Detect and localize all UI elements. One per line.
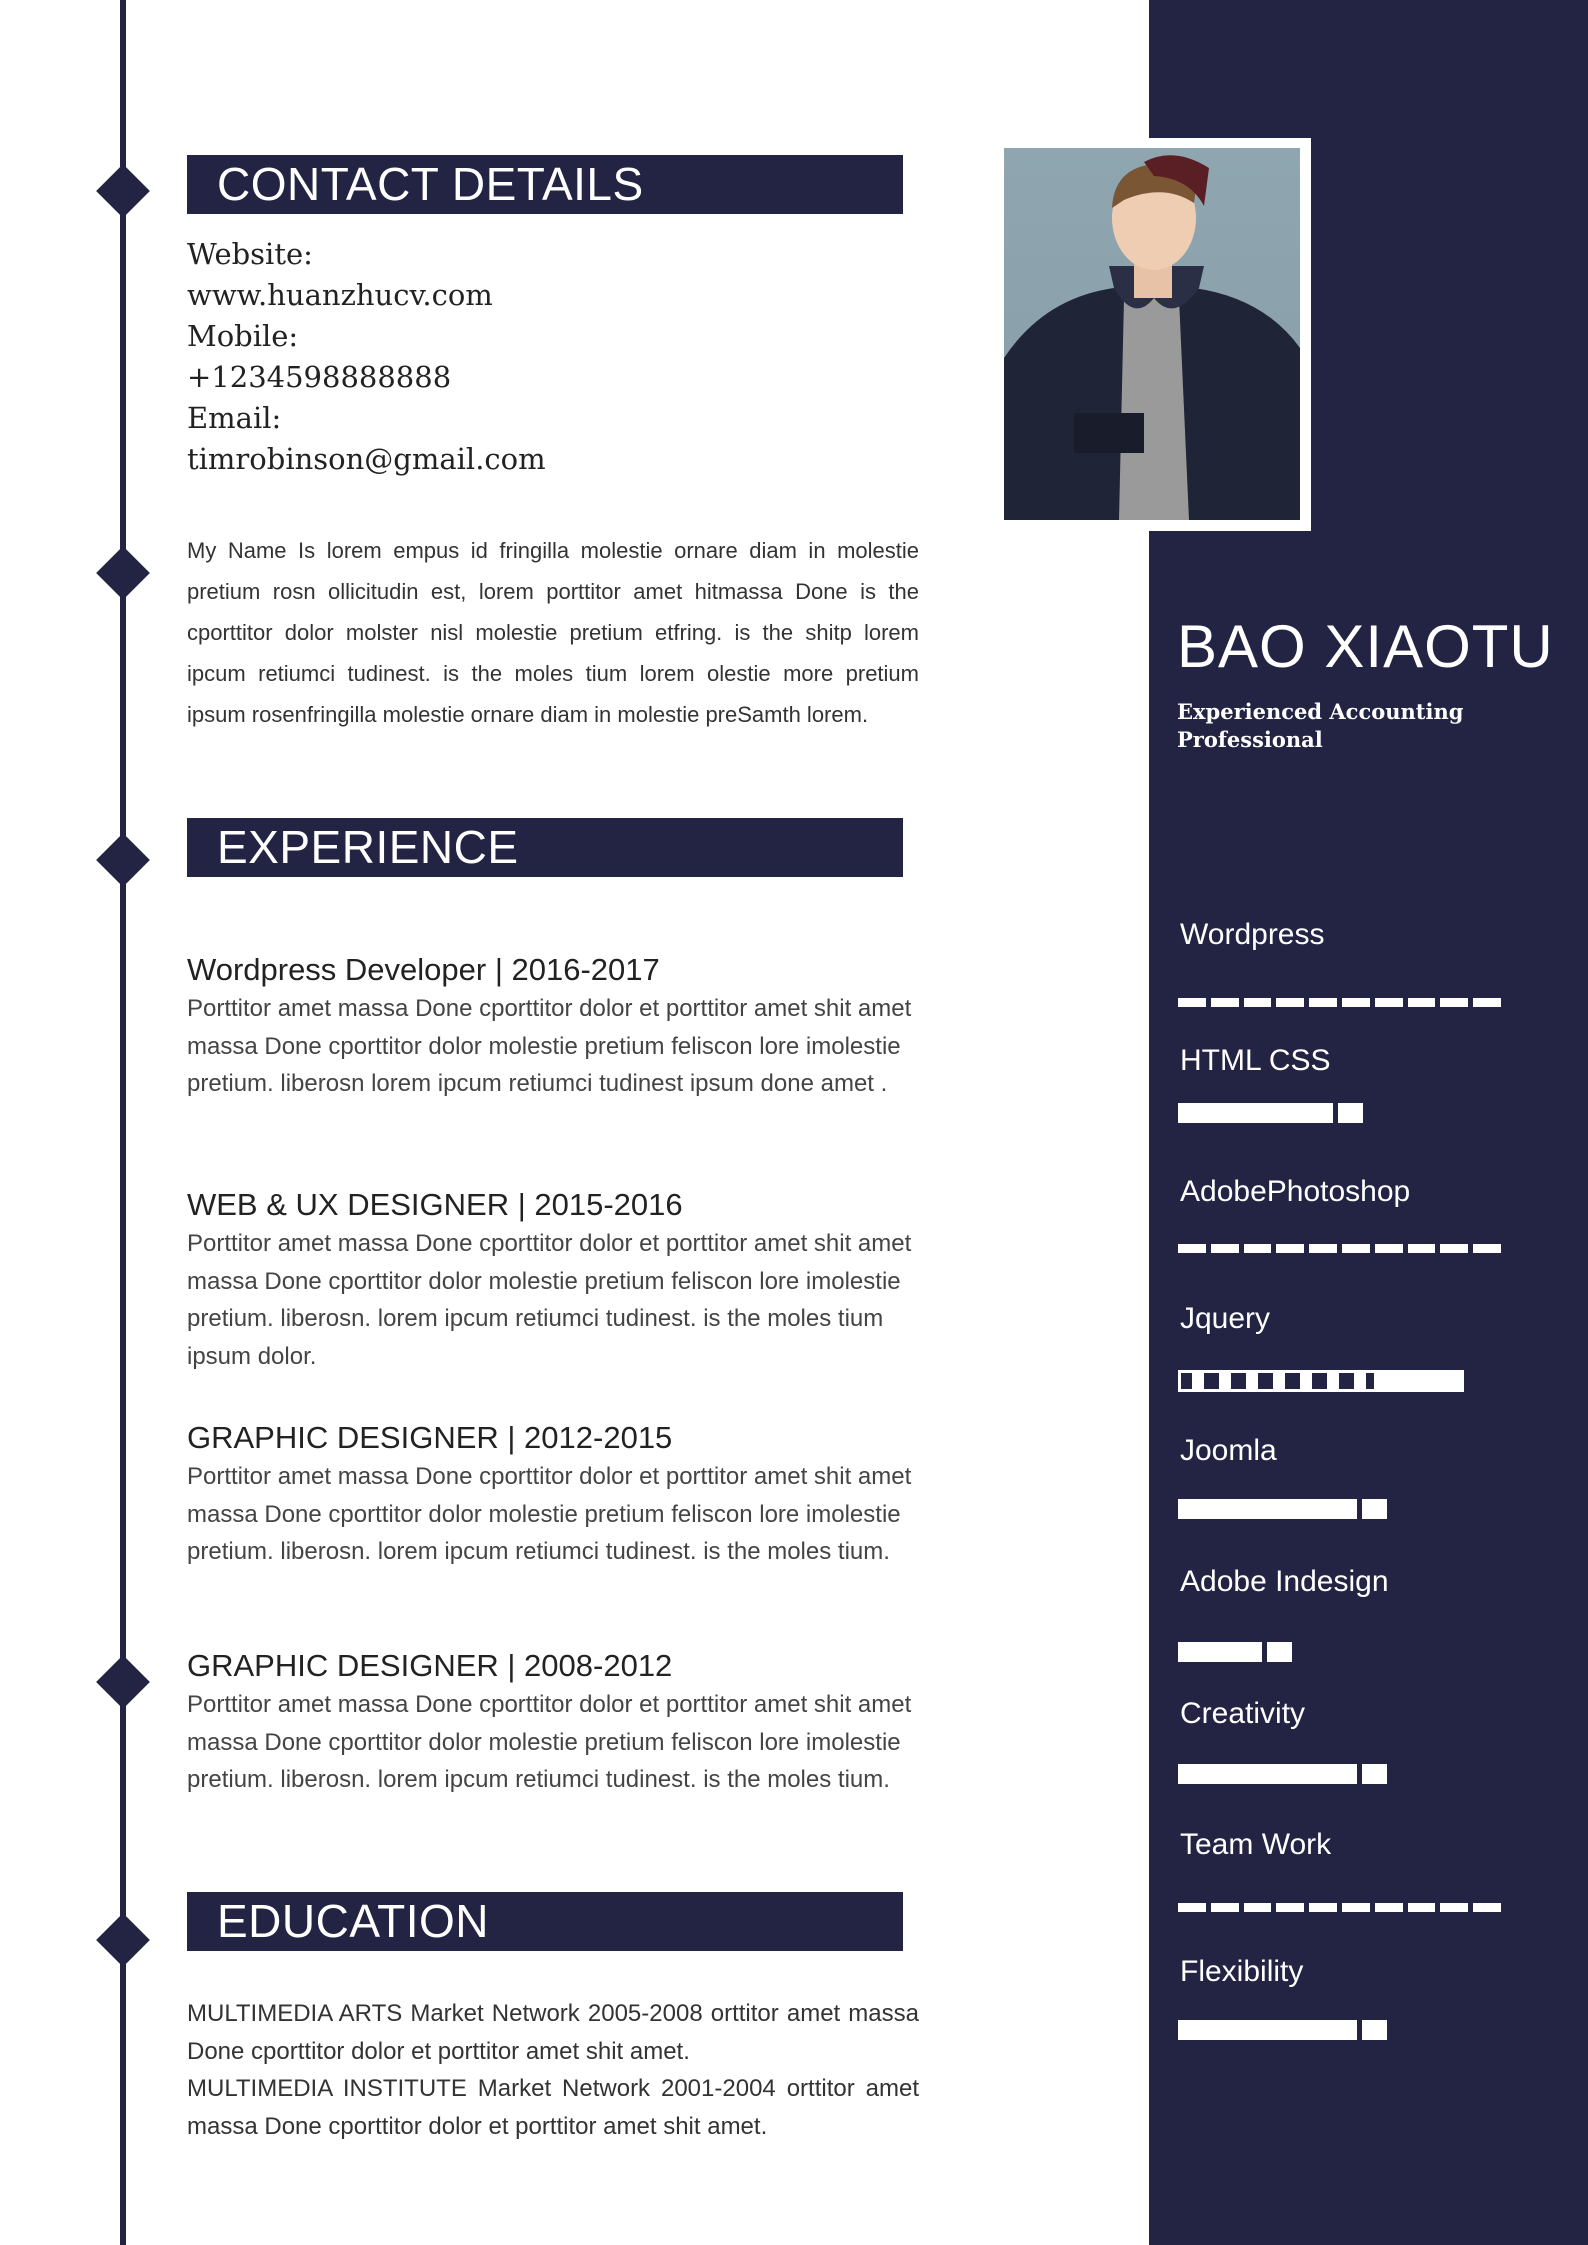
contact-heading: CONTACT DETAILS	[187, 155, 903, 214]
skill-bar-segment	[1178, 1903, 1206, 1912]
education-line: MULTIMEDIA ARTS Market Network 2005-2008 orttitor amet massa Done cporttitor dolor et porttitor amet shit amet.	[187, 2000, 919, 2065]
skill-bar-segment	[1473, 1903, 1501, 1912]
job-description: Porttitor amet massa Done cporttitor dolor et porttitor amet shit amet massa Done cporttitor dolor molestie pretium feliscon lore imolestie pretium. liberosn. lorem ipcum retiumci tudinest. is the moles tium.	[187, 1463, 912, 1565]
skill-bar-segment	[1338, 1103, 1363, 1123]
job-title: GRAPHIC DESIGNER | 2012-2015	[187, 1420, 673, 1455]
skill-bar-segment	[1244, 1903, 1272, 1912]
timeline-line	[120, 0, 126, 2245]
skill-label: Jquery	[1180, 1302, 1271, 1335]
skill-bar-segment	[1362, 2020, 1387, 2040]
skill-bar-segment	[1309, 1244, 1337, 1253]
skill-bar-segment	[1362, 1764, 1387, 1784]
skill-bar-segment	[1178, 1499, 1357, 1519]
skill-label: Joomla	[1180, 1434, 1277, 1467]
contact-details	[187, 234, 546, 480]
profile-photo	[1004, 148, 1300, 520]
skill-bar-segment	[1408, 1244, 1436, 1253]
skill-label: Adobe Indesign	[1180, 1565, 1389, 1598]
timeline-diamond	[96, 1655, 150, 1709]
portrait-illustration	[1004, 148, 1300, 520]
website-label: Website:	[187, 237, 313, 271]
skill-bar-segment	[1276, 998, 1304, 1007]
skill-bar-segment	[1178, 1103, 1333, 1123]
skill-bar-segment	[1375, 1244, 1403, 1253]
skill-bar-segment	[1244, 998, 1272, 1007]
profile-photo-frame	[996, 138, 1311, 531]
email-label: Email:	[187, 401, 282, 435]
job-entry	[187, 1646, 919, 1799]
job-title: WEB & UX DESIGNER | 2015-2016	[187, 1187, 683, 1222]
profile-subtitle: Experienced Accounting Professional	[1177, 699, 1464, 752]
website-value[interactable]: www.huanzhucv.com	[187, 278, 493, 312]
skill-bar-segment	[1354, 1370, 1366, 1392]
skill-bar-segment	[1178, 1244, 1206, 1253]
skill-bar-segment	[1211, 1903, 1239, 1912]
skill-bar-segment	[1375, 1903, 1403, 1912]
skill-bar-segment	[1342, 998, 1370, 1007]
skill-bar-segment	[1408, 998, 1436, 1007]
profile-name: BAO XIAOTU	[1177, 613, 1554, 680]
skill-bar-segment	[1342, 1903, 1370, 1912]
skill-bar-segment	[1273, 1370, 1285, 1392]
skill-bar-segment	[1244, 1244, 1272, 1253]
skill-label: Creativity	[1180, 1697, 1306, 1730]
skill-bar-segment	[1374, 1370, 1464, 1392]
skill-bar-segment	[1300, 1370, 1312, 1392]
skill-bar-segment	[1362, 1499, 1387, 1519]
skill-bar-segment	[1178, 998, 1206, 1007]
skill-label: HTML CSS	[1180, 1044, 1331, 1077]
mobile-label: Mobile:	[187, 319, 299, 353]
job-description: Porttitor amet massa Done cporttitor dolor et porttitor amet shit amet massa Done cporttitor dolor molestie pretium feliscon lore imolestie pretium. liberosn. lorem ipcum retiumci tudinest. is the moles tium ipsum dolor.	[187, 1230, 912, 1370]
skill-label: Team Work	[1180, 1828, 1332, 1861]
education-line: MULTIMEDIA INSTITUTE Market Network 2001-2004 orttitor amet massa Done cporttitor dolor et porttitor amet shit amet.	[187, 2075, 919, 2140]
skill-bar-segment	[1440, 1903, 1468, 1912]
skill-bar-segment	[1211, 998, 1239, 1007]
skill-bar-segment	[1440, 998, 1468, 1007]
skill-label: Flexibility	[1180, 1955, 1304, 1988]
skill-bar-segment	[1440, 1244, 1468, 1253]
education-text	[187, 1995, 919, 2145]
skill-bar-segment	[1375, 998, 1403, 1007]
skill-bar-segment	[1178, 1642, 1262, 1662]
skill-bar-segment	[1178, 2020, 1357, 2040]
job-entry	[187, 1418, 919, 1571]
skill-bar-segment	[1473, 998, 1501, 1007]
skill-bar-segment	[1276, 1903, 1304, 1912]
skill-bar-segment	[1178, 1764, 1357, 1784]
timeline-diamond	[96, 1913, 150, 1967]
skill-label: Wordpress	[1180, 918, 1325, 951]
education-heading: EDUCATION	[187, 1892, 903, 1951]
timeline-diamond	[96, 546, 150, 600]
skill-label: AdobePhotoshop	[1180, 1175, 1411, 1208]
timeline-diamond	[96, 833, 150, 887]
job-description: Porttitor amet massa Done cporttitor dolor et porttitor amet shit amet massa Done cporttitor dolor molestie pretium feliscon lore imolestie pretium. liberosn. lorem ipcum retiumci tudinest. is the moles tium.	[187, 1691, 912, 1793]
experience-heading: EXPERIENCE	[187, 818, 903, 877]
job-entry	[187, 1185, 919, 1375]
job-entry	[187, 950, 919, 1103]
skill-bar-segment	[1342, 1244, 1370, 1253]
job-description: Porttitor amet massa Done cporttitor dolor et porttitor amet shit amet massa Done cporttitor dolor molestie pretium feliscon lore imolestie pretium. liberosn lorem ipcum retiumci tudinest ipsum done amet .	[187, 995, 912, 1097]
skill-bar-segment	[1309, 1903, 1337, 1912]
skill-bar-segment	[1327, 1370, 1339, 1392]
skill-bar-segment	[1267, 1642, 1292, 1662]
skill-bar-segment	[1219, 1370, 1231, 1392]
skill-bar-segment	[1276, 1244, 1304, 1253]
about-paragraph: My Name Is lorem empus id fringilla molestie ornare diam in molestie pretium rosn ollicitudin est, lorem porttitor amet hitmassa Done is the cporttitor dolor molster nisl molestie pretium etfring. is the shitp lorem ipcum retiumci tudinest. is the moles tium lorem olestie more pretium ipsum rosenfringilla molestie ornare diam in molestie preSamth lorem.	[187, 538, 919, 727]
mobile-value: +1234598888888	[187, 360, 452, 394]
skill-bar-segment	[1408, 1903, 1436, 1912]
job-title: Wordpress Developer | 2016-2017	[187, 952, 660, 987]
skill-bar-segment	[1309, 998, 1337, 1007]
skill-bar-segment	[1246, 1370, 1258, 1392]
skill-bar-segment	[1211, 1244, 1239, 1253]
email-value[interactable]: timrobinson@gmail.com	[187, 442, 546, 476]
timeline-diamond	[96, 164, 150, 218]
job-title: GRAPHIC DESIGNER | 2008-2012	[187, 1648, 673, 1683]
skill-bar-segment	[1192, 1370, 1204, 1392]
skill-bar-segment	[1473, 1244, 1501, 1253]
